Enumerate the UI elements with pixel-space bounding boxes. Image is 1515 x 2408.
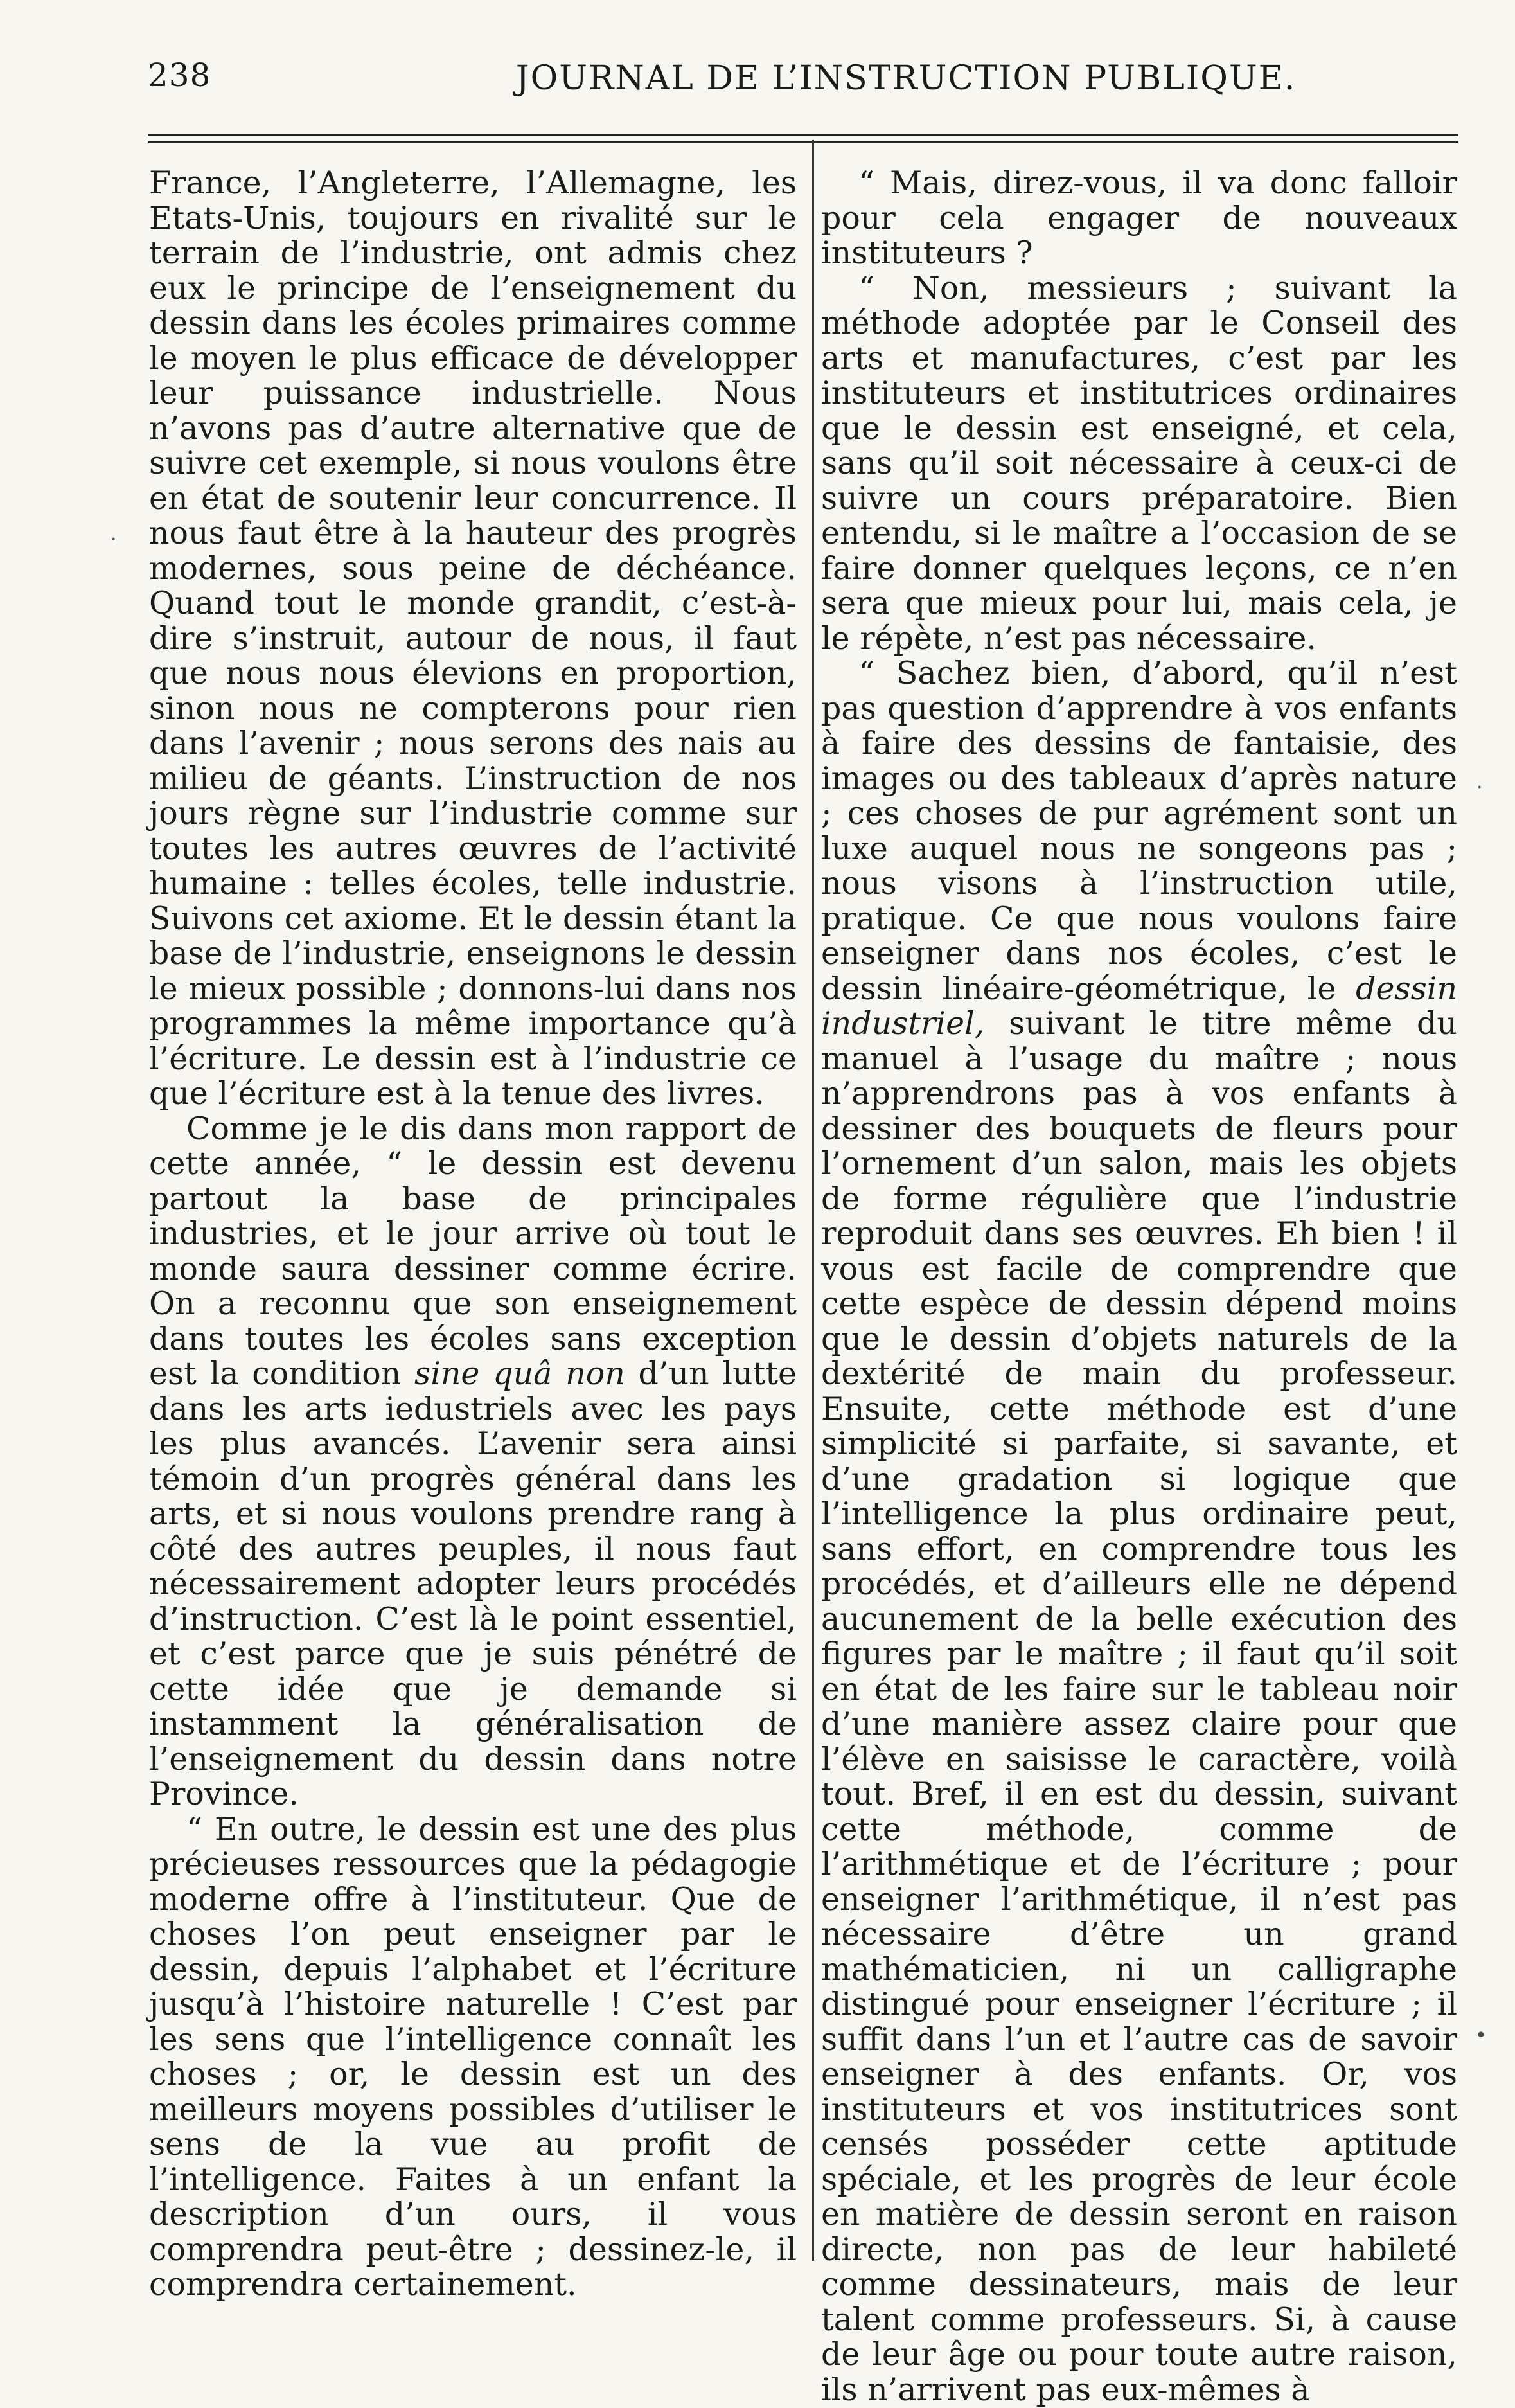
right-paragraph-3-text-a: “ Sachez bien, d’abord, qu’il n’est pas question d’apprendre à vos enfants à faire des dessins de fantaisie, des images ou des tableaux d’après nature ; ces choses de pur agrément sont un luxe auquel nous ne songeons pas ; nous visons à l’instruction utile, pratique. Ce que nous voulons faire enseigner dans nos écoles, c’est le dessin linéaire-géométrique, le — [821, 655, 1457, 1007]
manual-title: dessin industriel, — [821, 970, 1457, 1042]
latin-phrase: sine quâ non — [414, 1355, 625, 1392]
margin-speck: • — [1475, 2024, 1487, 2047]
column-divider — [812, 140, 814, 2261]
left-paragraph-2-text-b: d’un lutte dans les arts iedustriels avec les pays les plus avancés. L’avenir sera ainsi témoin d’un progrès général dans les arts, et si nous voulons prendre rang à côté des autres peuples, il nous faut nécessairement adopter leurs procédés d’instruction. C’est là le point essentiel, et c’est parce que je suis pénétré de cette idée que je demande si instamment la généralisation de l’enseignement du dessin dans notre Province. — [149, 1355, 797, 1812]
left-column — [149, 166, 797, 2303]
right-paragraph-3 — [821, 656, 1457, 2407]
margin-speck: · — [111, 528, 117, 551]
left-paragraph-2-text-a: Comme je le dis dans mon rapport de cette année, “ le dessin est devenu partout la base de principales industries, et le jour arrive où tout le monde saura dessiner comme écrire. On a reconnu que son enseignement dans toutes les écoles sans exception est la condition — [149, 1110, 797, 1392]
header-rule — [148, 134, 1458, 136]
margin-speck: · — [1476, 776, 1483, 799]
header-rule-thin — [148, 141, 1458, 143]
right-paragraph-3-text-b: suivant le titre même du manuel à l’usage du maître ; nous n’apprendrons pas à vos enfants à dessiner des bouquets de fleurs pour l’ornement d’un salon, mais les objets de forme régulière que l’industrie reproduit dans ses œuvres. Eh bien ! il vous est facile de comprendre que cette espèce de dessin dépend moins que le dessin d’objets naturels de la dextérité de main du professeur. Ensuite, cette méthode est d’une simplicité si parfaite, si savante, et d’une gradation si logique que l’intelligence la plus ordinaire peut, sans effort, en comprendre tous les procédés, et d’ailleurs elle ne dépend aucunement de la belle exécution des figures par le maître ; il faut qu’il soit en état de les faire sur le tableau noir d’une manière assez claire pour que l’élève en saisisse le caractère, voilà tout. Bref, il en est du dessin, suivant cette méthode, comme de l’arithmétique et de l’écriture ; pour enseigner l’arithmétique, il n’est pas nécessaire d’être un grand mathématicien, ni un calligraphe distingué pour enseigner l’écriture ; il suffit dans l’un et l’autre cas de savoir enseigner à des enfants. Or, vos instituteurs et vos institutrices sont censés posséder cette aptitude spéciale, et les progrès de leur école en matière de dessin seront en raison directe, non pas de leur habileté comme dessinateurs, mais de leur talent comme professeurs. Si, à cause de leur âge ou pour toute autre raison, ils n’arrivent pas eux-mêmes à — [821, 1005, 1457, 2408]
running-title: JOURNAL DE L’INSTRUCTION PUBLIQUE. — [515, 59, 1297, 98]
left-paragraph-3: “ En outre, le dessin est une des plus précieuses ressources que la pédagogie moderne offre à l’instituteur. Que de choses l’on peut enseigner par le dessin, depuis l’alphabet et l’écriture jusqu’à l’histoire naturelle ! C’est par les sens que l’intelligence connaît les choses ; or, le dessin est un des meilleurs moyens possibles d’utiliser le sens de la vue au profit de l’intelligence. Faites à un enfant la description d’un ours, il vous comprendra peut-être ; dessinez-le, il comprendra certainement. — [149, 1810, 797, 2303]
left-paragraph-1: France, l’Angleterre, l’Allemagne, les Etats-Unis, toujours en rivalité sur le terrain de l’industrie, ont admis chez eux le principe de l’enseignement du dessin dans les écoles primaires comme le moyen le plus efficace de développer leur puissance industrielle. Nous n’avons pas d’autre alternative que de suivre cet exemple, si nous voulons être en état de soutenir leur concurrence. Il nous faut être à la hauteur des progrès modernes, sous peine de déchéance. Quand tout le monde grandit, c’est-à-dire s’instruit, autour de nous, il faut que nous nous élevions en proportion, sinon nous ne compterons pour rien dans l’avenir ; nous serons des nais au milieu de géants. L’instruction de nos jours règne sur l’industrie comme sur toutes les autres œuvres de l’activité humaine : telles écoles, telle industrie. Suivons cet axiome. Et le dessin étant la base de l’industrie, enseignons le dessin le mieux possible ; donnons-lui dans nos programmes la même importance qu’à l’écriture. Le dessin est à l’industrie ce que l’écriture est à la tenue des livres. — [149, 165, 797, 1112]
right-paragraph-2: “ Non, messieurs ; suivant la méthode adoptée par le Conseil des arts et manufactures, c’est par les instituteurs et institutrices ordinaires que le dessin est enseigné, et cela, sans qu’il soit nécessaire à ceux-ci de suivre un cours préparatoire. Bien entendu, si le maître a l’occasion de se faire donner quelques leçons, ce n’en sera que mieux pour lui, mais cela, je le répète, n’est pas nécessaire. — [821, 269, 1457, 657]
right-column — [821, 166, 1457, 2407]
left-paragraph-2 — [149, 1112, 797, 1812]
page-number: 238 — [148, 57, 211, 94]
right-paragraph-1: “ Mais, direz-vous, il va donc falloir pour cela engager de nouveaux instituteurs ? — [821, 165, 1457, 271]
